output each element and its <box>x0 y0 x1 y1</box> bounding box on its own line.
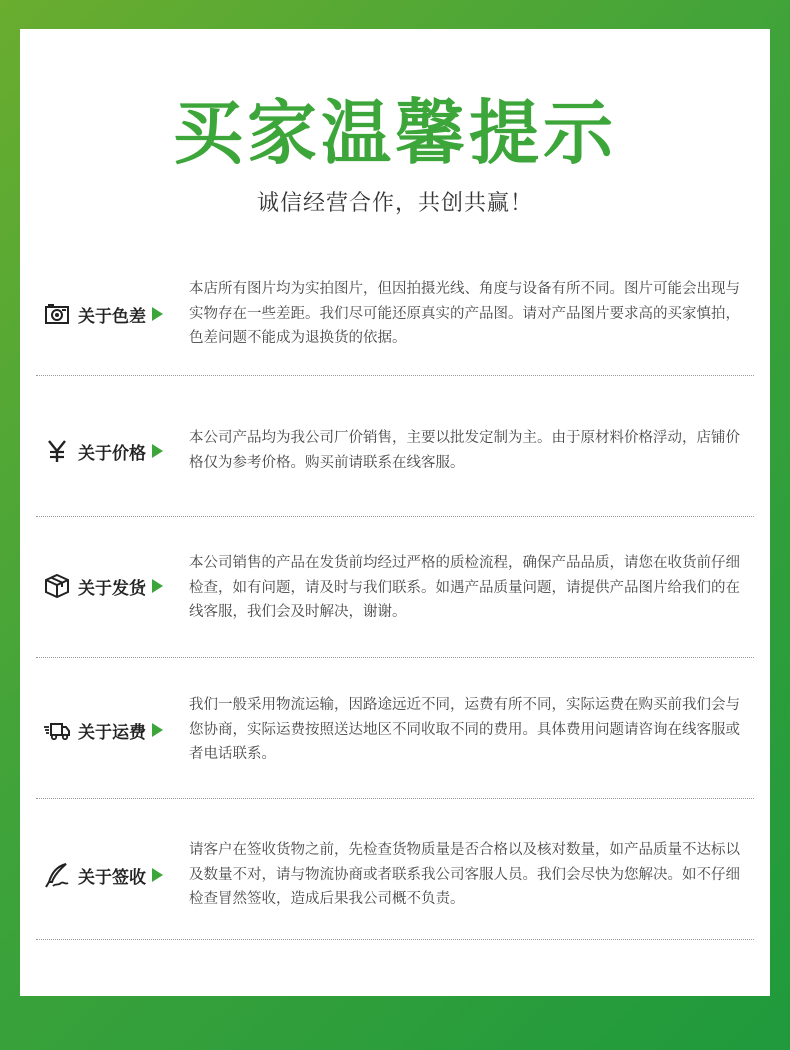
triangle-arrow-icon <box>152 307 163 321</box>
section-label: 关于运费 <box>78 722 146 743</box>
section-label: 关于价格 <box>78 443 146 464</box>
triangle-arrow-icon <box>152 868 163 882</box>
section-text: 本公司产品均为我公司厂价销售，主要以批发定制为主。由于原材料价格浮动，店铺价格仅为参考价格。购买前请联系在线客服。 <box>189 430 740 471</box>
section-freight <box>36 657 754 799</box>
camera-icon <box>44 301 70 327</box>
section-color-difference <box>36 269 754 376</box>
quill-pen-icon <box>44 862 70 888</box>
triangle-arrow-icon <box>152 723 163 737</box>
section-receipt <box>36 798 754 940</box>
page-subtitle: 诚信经营合作，共创共赢！ <box>256 191 533 216</box>
section-label: 关于签收 <box>78 867 146 888</box>
delivery-truck-icon <box>44 717 70 743</box>
section-label: 关于发货 <box>78 578 146 599</box>
yen-icon <box>44 438 70 464</box>
section-heading <box>44 716 163 744</box>
section-shipping <box>36 516 754 658</box>
tips-card <box>20 29 770 996</box>
section-text: 本店所有图片均为实拍图片，但因拍摄光线、角度与设备有所不同。图片可能会出现与实物存在一些差距。我们尽可能还原真实的产品图。请对产品图片要求高的买家慎拍，色差问题不能成为退换货的依据。 <box>189 281 740 346</box>
section-heading <box>44 437 163 465</box>
package-icon <box>44 573 70 599</box>
section-price <box>36 375 754 517</box>
section-text: 本公司销售的产品在发货前均经过严格的质检流程，确保产品品质，请您在收货前仔细检查，如有问题，请及时与我们联系。如遇产品质量问题，请提供产品图片给我们的在线客服，我们会及时解决，谢谢。 <box>189 555 740 620</box>
section-label: 关于色差 <box>78 306 146 327</box>
triangle-arrow-icon <box>152 579 163 593</box>
section-text: 我们一般采用物流运输，因路途远近不同，运费有所不同，实际运费在购买前我们会与您协商，实际运费按照送达地区不同收取不同的费用。具体费用问题请咨询在线客服或者电话联系。 <box>189 697 740 762</box>
section-heading <box>44 861 163 889</box>
page-title: 买家温馨提示 <box>173 92 617 174</box>
section-text: 请客户在签收货物之前，先检查货物质量是否合格以及核对数量，如产品质量不达标以及数量不对，请与物流协商或者联系我公司客服人员。我们会尽快为您解决。如不仔细检查冒然签收，造成后果我公司概不负责。 <box>189 842 740 907</box>
section-heading <box>44 300 163 328</box>
section-heading <box>44 572 163 600</box>
triangle-arrow-icon <box>152 444 163 458</box>
